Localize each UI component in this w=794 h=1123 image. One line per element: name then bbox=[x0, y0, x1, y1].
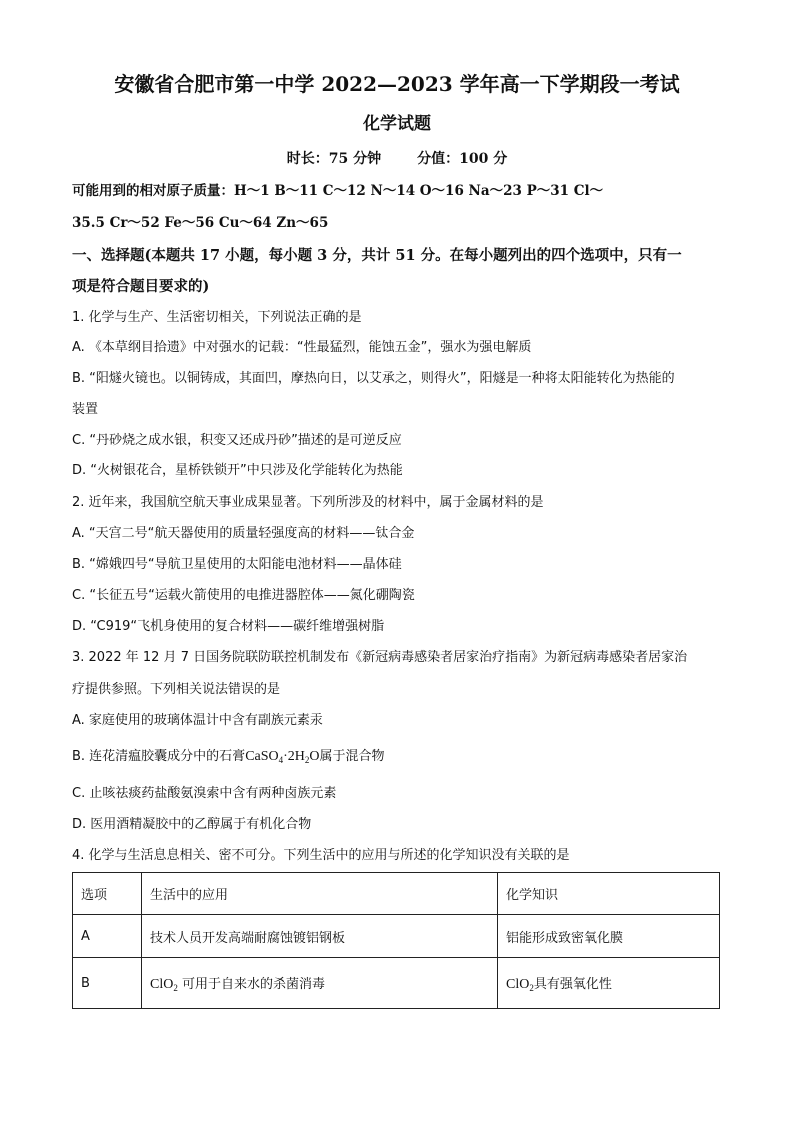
row-knowledge bbox=[498, 958, 720, 1009]
atomic-masses-line2: 35.5 Cr～52 Fe～56 Cu～64 Zn～65 bbox=[72, 215, 329, 231]
clo2-formula bbox=[506, 977, 534, 992]
subject-title: 化学试题 bbox=[363, 114, 431, 134]
q3-option-b-post: 属于混合物 bbox=[319, 749, 385, 764]
table-header-row bbox=[73, 873, 720, 915]
q3-option-b-pre: B. 连花清瘟胶囊成分中的石膏 bbox=[72, 749, 246, 764]
q1-option-b: B. “阳燧火镜也。以铜铸成，其面凹，摩热向日，以艾承之，则得火”，阳燧是一种将太阳能转化为热能的 bbox=[72, 371, 675, 386]
q1-option-a: A. 《本草纲目拾遗》中对强水的记载：“性最猛烈，能蚀五金”，强水为强电解质 bbox=[72, 340, 532, 355]
header-knowledge: 化学知识 bbox=[498, 873, 720, 915]
formula-part: CaSO bbox=[245, 749, 279, 764]
row-application bbox=[142, 958, 498, 1009]
row-knowledge: 铝能形成致密氧化膜 bbox=[498, 915, 720, 958]
knowledge-text: 具有强氧化性 bbox=[533, 977, 612, 992]
row-option: A bbox=[73, 915, 142, 958]
gypsum-formula bbox=[245, 749, 319, 764]
section-heading-line2: 项是符合题目要求的) bbox=[72, 278, 210, 295]
q1-stem: 1. 化学与生产、生活密切相关，下列说法正确的是 bbox=[72, 310, 362, 325]
table-row bbox=[73, 958, 720, 1009]
q3-option-d: D. 医用酒精凝胶中的乙醇属于有机化合物 bbox=[72, 817, 312, 832]
q3-option-a: A. 家庭使用的玻璃体温计中含有副族元素汞 bbox=[72, 713, 323, 728]
header-application: 生活中的应用 bbox=[142, 873, 498, 915]
formula-part: O bbox=[309, 749, 320, 764]
duration: 时长：75 分钟 bbox=[286, 151, 382, 167]
formula-part: ClO bbox=[506, 977, 530, 992]
table-row bbox=[73, 915, 720, 958]
exam-info bbox=[0, 150, 794, 168]
q1-option-c: C. “丹砂烧之成水银，积变又还成丹砂”描述的是可逆反应 bbox=[72, 433, 402, 448]
formula-subscript: 2 bbox=[529, 983, 534, 993]
q3-option-c: C. 止咳祛痰药盐酸氨溴索中含有两种卤族元素 bbox=[72, 786, 337, 801]
total-score: 分值：100 分 bbox=[417, 151, 508, 167]
section-heading-line1: 一、选择题(本题共 17 小题，每小题 3 分，共计 51 分。在每小题列出的四个选项中，只有一 bbox=[72, 247, 682, 264]
q2-stem: 2. 近年来，我国航空航天事业成果显著。下列所涉及的材料中，属于金属材料的是 bbox=[72, 495, 544, 510]
q3-stem-cont: 疗提供参照。下列相关说法错误的是 bbox=[72, 682, 281, 697]
formula-subscript: 2 bbox=[304, 755, 310, 765]
q4-table bbox=[72, 872, 720, 1009]
clo2-formula bbox=[150, 977, 178, 992]
q2-option-a: A. “天宫二号“航天器使用的质量轻强度高的材料——钛合金 bbox=[72, 526, 415, 541]
q3-option-b bbox=[72, 748, 385, 769]
q3-stem: 3. 2022 年 12 月 7 日国务院联防联控机制发布《新冠病毒感染者居家治疗指南》为新冠病毒感染者居家治 bbox=[72, 650, 688, 665]
q4-stem: 4. 化学与生活息息相关、密不可分。下列生活中的应用与所述的化学知识没有关联的是 bbox=[72, 848, 570, 863]
q1-option-d: D. “火树银花合，星桥铁锁开”中只涉及化学能转化为热能 bbox=[72, 463, 403, 478]
q2-option-d: D. “C919“飞机身使用的复合材料——碳纤维增强树脂 bbox=[72, 619, 385, 634]
header-option: 选项 bbox=[73, 873, 142, 915]
formula-subscript: 2 bbox=[173, 983, 178, 993]
q2-option-c: C. “长征五号“运载火箭使用的电推进器腔体——氮化硼陶瓷 bbox=[72, 588, 415, 603]
application-text: 可用于自来水的杀菌消毒 bbox=[181, 977, 325, 992]
formula-part: ClO bbox=[150, 977, 174, 992]
formula-subscript: 4 bbox=[278, 755, 284, 765]
formula-part: ·2H bbox=[283, 749, 305, 764]
atomic-masses-line1: 可能用到的相对原子质量：H～1 B～11 C～12 N～14 O～16 Na～23 P～31 Cl～ bbox=[72, 183, 604, 199]
q2-option-b: B. “嫦娥四号“导航卫星使用的太阳能电池材料——晶体硅 bbox=[72, 557, 402, 572]
exam-title: 安徽省合肥市第一中学 2022—2023 学年高一下学期段一考试 bbox=[114, 72, 680, 96]
q1-option-b-cont: 装置 bbox=[72, 402, 99, 417]
row-option: B bbox=[73, 958, 142, 1009]
row-application: 技术人员开发高端耐腐蚀镀铝钢板 bbox=[142, 915, 498, 958]
